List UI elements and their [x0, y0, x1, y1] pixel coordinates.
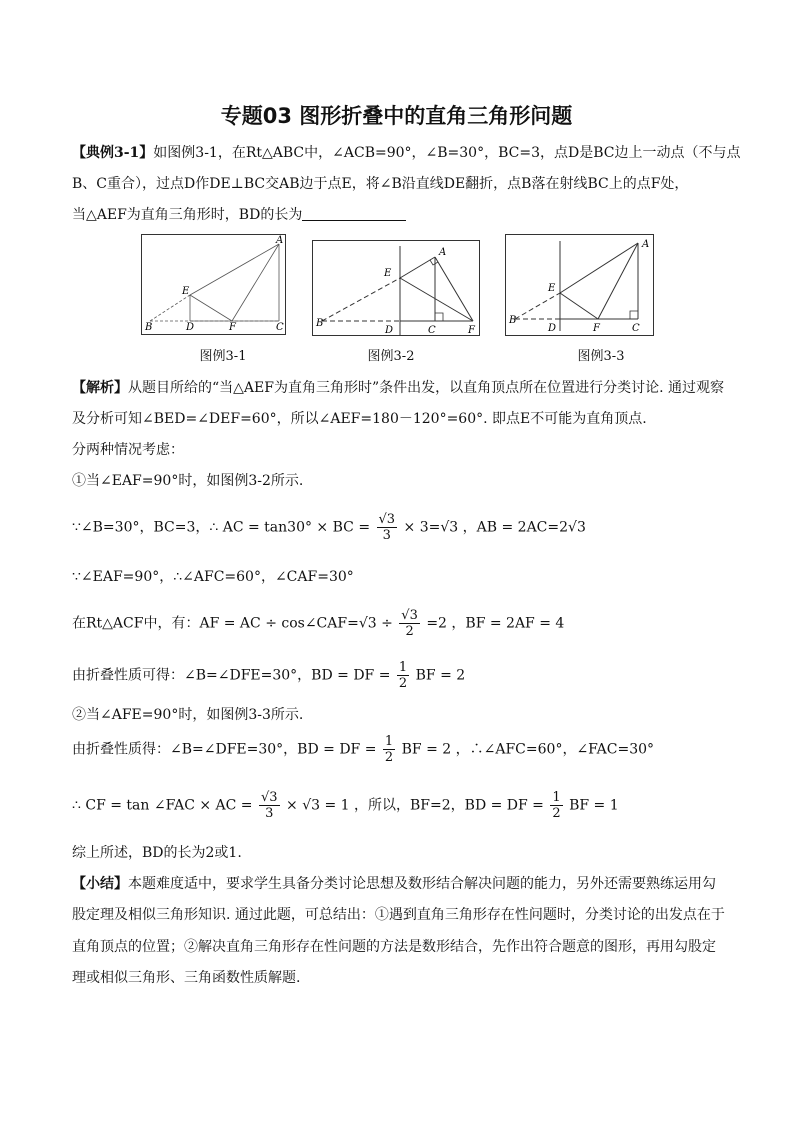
equation-3-fraction — [399, 608, 420, 639]
summary-line-2: 股定理及相似三角形知识. 通过此题，可总结出：①遇到直角三角形存在性问题时，分类讨论的出发点在于 — [72, 907, 725, 923]
fraction-numerator: 1 — [384, 734, 394, 749]
fig2-label-c: C — [428, 325, 436, 335]
figure-3-1-caption: 图例3-1 — [199, 349, 247, 364]
conclusion: 综上所述，BD的长为2或1. — [72, 845, 242, 861]
equation-4-fraction — [397, 660, 409, 691]
fraction-numerator: √3 — [401, 608, 418, 623]
equation-1-part-a: ∵∠B=30°，BC=3，∴ AC = tan30° × BC = — [72, 519, 371, 536]
fraction-numerator: √3 — [261, 790, 278, 805]
fig3-label-a: A — [642, 239, 650, 250]
figure-3-2-caption: 图例3-2 — [367, 349, 415, 364]
fig2-label-d: D — [385, 325, 394, 335]
analysis-text-1: 从题目所给的“当△AEF为直角三角形时”条件出发，以直角顶点所在位置进行分类讨论. 通过观察 — [128, 380, 725, 396]
problem-line-3 — [72, 205, 406, 225]
summary-text-1: 本题难度适中，要求学生具备分类讨论思想及数形结合解决问题的能力，另外还需要熟练运用勾 — [128, 876, 716, 892]
summary-line-1 — [72, 874, 716, 894]
figure-3-3-caption: 图例3-3 — [577, 349, 625, 364]
analysis-line-3: 分两种情况考虑： — [72, 442, 184, 458]
fig1-label-a: A — [276, 235, 284, 246]
fraction-denominator: 2 — [552, 806, 561, 821]
fig3-label-e: E — [548, 283, 556, 294]
problem-line-2: B、C重合），过点D作DE⊥BC交AB边于点E，将∠B沿直线DE翻折，点B落在射线BC上的点F处， — [72, 176, 689, 192]
equation-6-part-b: × √3 = 1 ，所以，BF=2，BD = DF = — [286, 797, 544, 814]
fraction-denominator: 2 — [384, 750, 394, 765]
equation-4-part-a: 由折叠性质可得：∠B=∠DFE=30°，BD = DF = — [72, 667, 391, 684]
figure-3-3 — [505, 234, 654, 336]
fig3-label-b: B — [509, 315, 517, 326]
equation-2: ∵∠EAF=90°，∴∠AFC=60°，∠CAF=30° — [72, 569, 354, 585]
fig1-label-c: C — [276, 322, 284, 333]
figure-3-2 — [312, 240, 480, 336]
equation-5-part-a: 由折叠性质得：∠B=∠DFE=30°，BD = DF = — [72, 741, 377, 758]
figure-3-1 — [141, 234, 286, 335]
problem-line-1 — [72, 143, 740, 163]
equation-6 — [72, 790, 619, 821]
fraction-numerator: 1 — [398, 660, 408, 675]
figure-3-1-diagram — [142, 235, 285, 334]
fig1-label-e: E — [182, 286, 190, 297]
case-2-heading: ②当∠AFE=90°时，如图例3-3所示. — [72, 707, 304, 723]
fraction-numerator: 1 — [552, 790, 561, 805]
fig2-label-a: A — [439, 247, 447, 258]
equation-4 — [72, 660, 465, 691]
page-title: 专题03 图形折叠中的直角三角形问题 — [220, 104, 573, 128]
fig3-label-f: F — [593, 323, 600, 334]
equation-4-part-b: BF = 2 — [415, 667, 466, 684]
equation-6-part-a: ∴ CF = tan ∠FAC × AC = — [72, 797, 253, 814]
equation-6-fraction — [259, 790, 280, 821]
fig2-label-f: F — [468, 325, 475, 335]
answer-blank — [302, 206, 406, 221]
equation-1-part-b: × 3=√3 ，AB = 2AC=2√3 — [403, 519, 586, 536]
problem-tag: 【典例3-1】 — [72, 145, 154, 161]
fig1-label-d: D — [186, 322, 195, 333]
fig2-label-b: B — [316, 318, 324, 329]
fraction-numerator: √3 — [378, 512, 396, 527]
analysis-line-1 — [72, 378, 724, 398]
equation-1-fraction — [377, 512, 398, 543]
equation-6-part-c: BF = 1 — [569, 797, 619, 814]
figure-3-3-diagram — [506, 235, 653, 335]
equation-1 — [72, 512, 586, 543]
equation-3-part-b: =2 ，BF = 2AF = 4 — [426, 615, 565, 632]
equation-6-fraction-2 — [550, 790, 562, 821]
fraction-denominator: 3 — [382, 528, 391, 543]
figure-3-2-diagram — [313, 241, 479, 335]
equation-5-fraction — [383, 734, 395, 765]
fraction-denominator: 3 — [265, 806, 274, 821]
equation-5-part-b: BF = 2 ，∴∠AFC=60°，∠FAC=30° — [401, 741, 655, 758]
fig2-label-e: E — [384, 268, 392, 279]
analysis-line-2: 及分析可知∠BED=∠DEF=60°，所以∠AEF=180－120°=60°. 即点E不可能为直角顶点. — [72, 411, 647, 427]
fraction-denominator: 2 — [398, 676, 408, 691]
summary-line-4: 理或相似三角形、三角函数性质解题. — [72, 970, 301, 986]
fig1-label-f: F — [229, 322, 236, 333]
case-1-heading: ①当∠EAF=90°时，如图例3-2所示. — [72, 473, 304, 489]
analysis-tag: 【解析】 — [72, 380, 128, 396]
summary-line-3: 直角顶点的位置；②解决直角三角形存在性问题的方法是数形结合，先作出符合题意的图形，再用勾股定 — [72, 939, 716, 955]
problem-text-1: 如图例3-1，在Rt△ABC中，∠ACB=90°，∠B=30°，BC=3，点D是BC边上一动点（不与点 — [153, 145, 741, 161]
problem-text-3: 当△AEF为直角三角形时，BD的长为 — [72, 207, 303, 223]
equation-3-part-a: 在Rt△ACF中，有：AF = AC ÷ cos∠CAF=√3 ÷ — [72, 615, 393, 632]
summary-tag: 【小结】 — [72, 876, 128, 892]
equation-5 — [72, 734, 654, 765]
fig1-label-b: B — [145, 322, 153, 333]
fig3-label-d: D — [548, 323, 557, 334]
fig3-label-c: C — [632, 323, 640, 334]
equation-3 — [72, 608, 564, 639]
fraction-denominator: 2 — [405, 624, 414, 639]
